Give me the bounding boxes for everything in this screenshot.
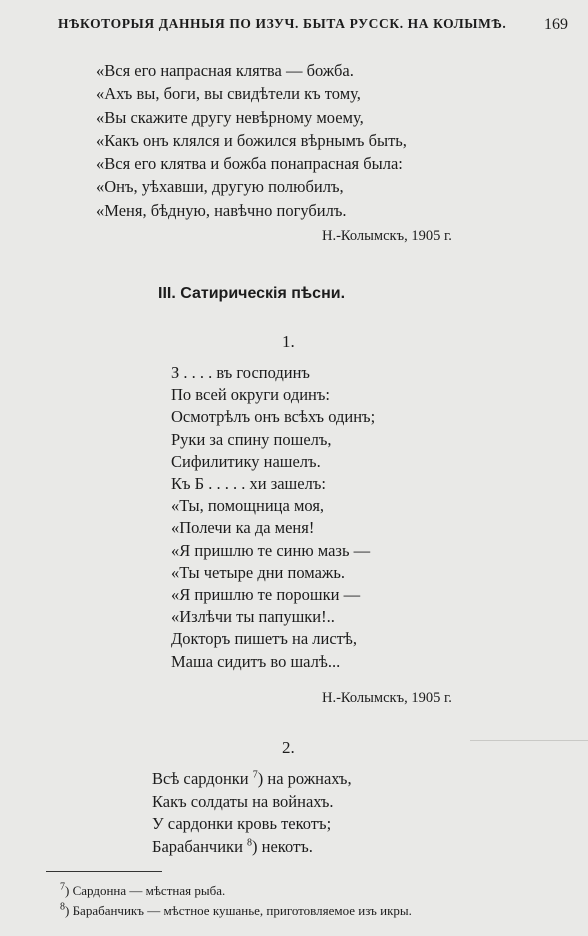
verse-line: «Ахъ вы, боги, вы свидѣтели къ тому, bbox=[96, 84, 361, 104]
verse-line: «Онъ, уѣхавши, другую полюбилъ, bbox=[96, 177, 344, 197]
footnote-ref: 7 bbox=[252, 769, 258, 781]
verse-line: З . . . . въ господинъ bbox=[171, 363, 310, 382]
footnote-ref: 8 bbox=[247, 837, 253, 849]
verse-line: Всѣ сардонки $^7$) на рожнахъ, bbox=[152, 769, 352, 788]
verse-line: Руки за спину пошелъ, bbox=[171, 429, 332, 449]
footnote-7: $^7$) Сардонна — мѣстная рыба. bbox=[60, 881, 226, 898]
verse-line: «Ты четыре дни помажь. bbox=[171, 562, 345, 582]
page-number: 169 bbox=[544, 16, 568, 33]
verse-line: «Ты, помощница моя, bbox=[171, 496, 325, 516]
place-date-signature: Н.-Колымскъ, 1905 г. bbox=[322, 690, 452, 706]
verse-line: «Я пришлю те порошки — bbox=[171, 585, 361, 605]
song-number: 2. bbox=[282, 738, 295, 757]
verse-line: «Я пришлю те синю мазь — bbox=[171, 540, 371, 560]
footnotes bbox=[60, 881, 412, 921]
verse-line: Какъ солдаты на войнахъ. bbox=[152, 791, 334, 811]
verse-line: Сифилитику нашелъ. bbox=[171, 451, 321, 471]
verse-line: У сардонки кровь текотъ; bbox=[152, 814, 332, 834]
song-text bbox=[152, 768, 352, 858]
verse-line: Къ Б . . . . . хи зашелъ: bbox=[171, 474, 326, 494]
verse-line: «Вся его напрасная клятва — божба. bbox=[96, 61, 354, 80]
place-date-signature: Н.-Колымскъ, 1905 г. bbox=[322, 228, 452, 244]
verse-line: Барабанчики $^8$) некотъ. bbox=[152, 836, 313, 856]
song-number: 1. bbox=[282, 332, 295, 351]
verse-line: Докторъ пишетъ на листѣ, bbox=[171, 629, 357, 649]
verse-line: «Вся его клятва и божба понапрасная была: bbox=[96, 154, 403, 174]
song-text bbox=[171, 362, 375, 673]
verse-line: «Полечи ка да меня! bbox=[171, 518, 315, 538]
verse-line: Осмотрѣлъ онъ всѣхъ одинъ; bbox=[171, 407, 376, 427]
footnote-divider bbox=[46, 871, 162, 872]
verse-line: По всей округи одинъ: bbox=[171, 385, 331, 405]
verse-line: «Вы скажите другу невѣрному моему, bbox=[96, 107, 364, 127]
verse-line: «Какъ онъ клялся и божился вѣрнымъ быть, bbox=[96, 130, 407, 150]
poem-stanza bbox=[96, 59, 407, 222]
verse-line: «Меня, бѣдную, навѣчно погубилъ. bbox=[96, 200, 347, 220]
verse-line: Маша сидитъ во шалѣ... bbox=[171, 651, 341, 671]
section-heading: III. Сатирическія пѣсни. bbox=[158, 285, 346, 302]
footnote-8: $^8$) Барабанчикъ — мѣстное кушанье, приготовляемое изъ икры. bbox=[60, 901, 412, 918]
running-title: НѢКОТОРЫЯ ДАННЫЯ ПО ИЗУЧ. БЫТА РУССК. НА КОЛЫМѢ. bbox=[58, 16, 507, 31]
running-header bbox=[58, 16, 568, 34]
verse-line: «Излѣчи ты папушки!.. bbox=[171, 607, 335, 627]
bleed-through-line bbox=[470, 740, 588, 741]
